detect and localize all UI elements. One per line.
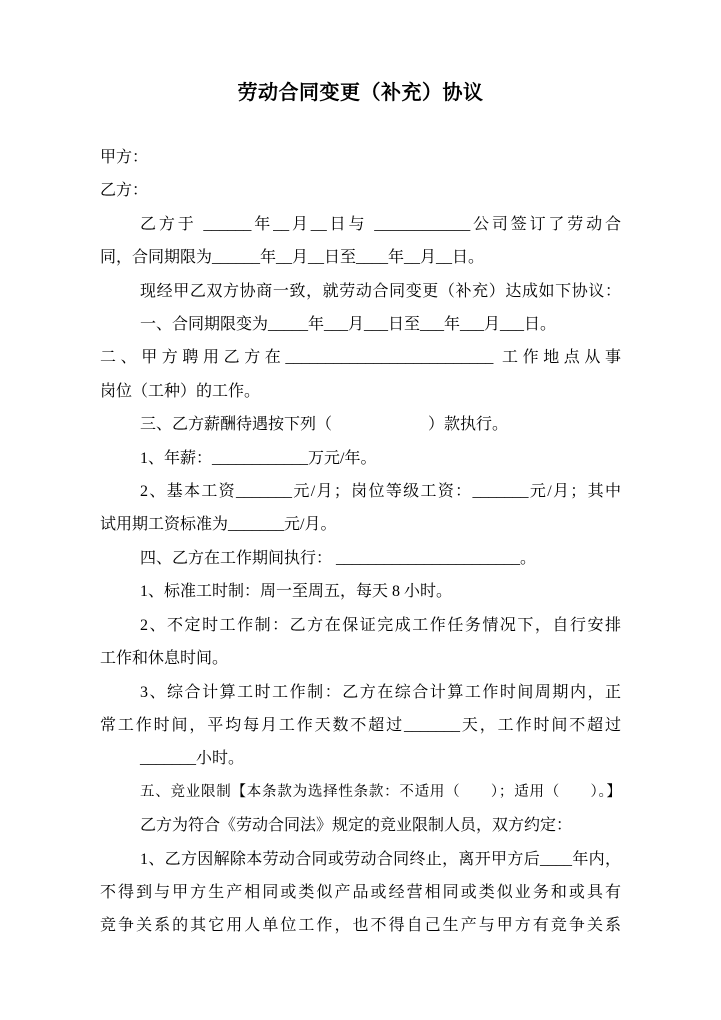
doc-line-noncompete-intro: 乙方为符合《劳动合同法》规定的竞业限制人员，双方约定： xyxy=(140,817,573,835)
doc-line-clause-1-term: 一、合同期限变为_____年___月___日至___年___月___日。 xyxy=(140,316,557,334)
doc-line-salary-option-2: 2、基本工资_______元/月；岗位等级工资：_______元/月；其中 xyxy=(140,483,621,501)
doc-line-schedule-option-2: 2、不定时工作制：乙方在保证完成工作任务情况下，自行安排 xyxy=(140,616,621,634)
doc-line-party-a: 甲方： xyxy=(100,149,149,166)
doc-line-preamble-1: 乙方于 ______年__月__日与 ____________公司签订了劳动合 xyxy=(140,215,621,233)
doc-line-clause-5-noncompete: 五、竞业限制【本条款为选择性条款：不适用（ ）；适用（ ）。】 xyxy=(140,783,621,800)
document-body xyxy=(100,141,621,943)
doc-line-clause-3-salary: 三、乙方薪酬待遇按下列（ ）款执行。 xyxy=(140,416,509,434)
doc-line-noncompete-1: 1、乙方因解除本劳动合同或劳动合同终止，离开甲方后____年内， xyxy=(140,850,621,868)
document-title: 劳动合同变更（补充）协议 xyxy=(237,82,484,104)
doc-line-clause-2-location: 二、甲方聘用乙方在__________________________ 工作地点从事 xyxy=(100,349,621,367)
doc-line-clause-4-schedule: 四、乙方在工作期间执行： _______________________。 xyxy=(140,549,537,567)
doc-line-agreement-intro: 现经甲乙双方协商一致，就劳动合同变更（补充）达成如下协议： xyxy=(140,282,621,300)
doc-line-schedule-option-3c: _______小时。 xyxy=(140,750,245,768)
doc-line-noncompete-1c: 竞争关系的其它用人单位工作，也不得自己生产与甲方有竞争关系 xyxy=(100,917,621,935)
doc-line-salary-option-1: 1、年薪：____________万元/年。 xyxy=(140,449,377,467)
doc-line-noncompete-1b: 不得到与甲方生产相同或类似产品或经营相同或类似业务和或具有 xyxy=(100,883,621,901)
doc-line-schedule-option-3: 3、综合计算工时工作制：乙方在综合计算工作时间周期内，正 xyxy=(140,683,621,701)
doc-line-clause-2-cont: 岗位（工种）的工作。 xyxy=(100,382,261,400)
doc-line-preamble-2: 同，合同期限为______年__月__日至____年__月__日。 xyxy=(100,249,485,267)
doc-line-schedule-option-2b: 工作和休息时间。 xyxy=(100,650,229,668)
doc-line-salary-option-2b: 试用期工资标准为_______元/月。 xyxy=(100,516,337,534)
doc-line-schedule-option-1: 1、标准工时制：周一至周五，每天 8 小时。 xyxy=(140,583,453,601)
doc-line-schedule-option-3b: 常工作时间，平均每月工作天数不超过_______天，工作时间不超过 xyxy=(100,716,621,734)
doc-line-party-b: 乙方： xyxy=(100,182,149,200)
